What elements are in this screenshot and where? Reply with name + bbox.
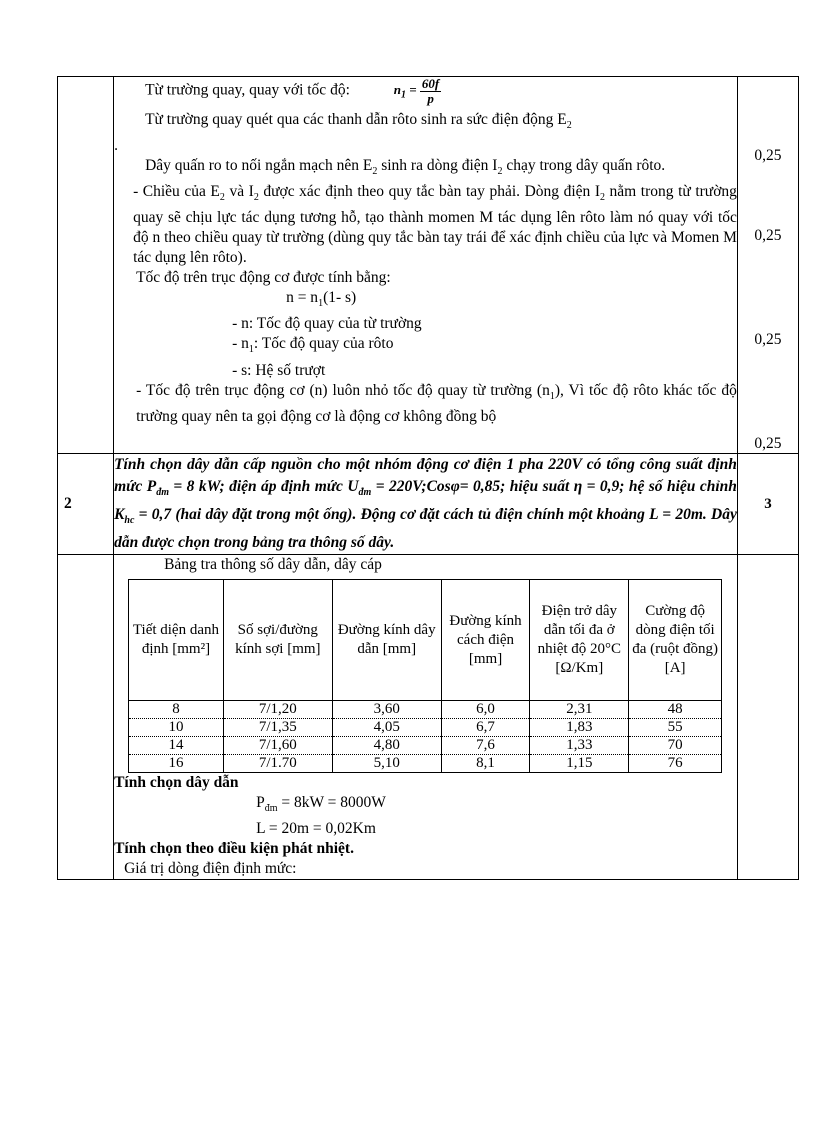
- q-b: = 8 kW; điện áp định mức U: [168, 478, 359, 495]
- cell: 2,31: [530, 701, 629, 719]
- row1-number-cell: [58, 77, 114, 454]
- row1-score-cell: [737, 77, 798, 454]
- q-d: = 0,7 (hai dây đặt trong một ống). Động cơ đặt cách tủ điện chính một khoảng L = 20m. Dây dẫn được chọn trong bảng tra thông số dây.: [114, 506, 737, 552]
- row1-content: [114, 77, 738, 454]
- cell: 5,10: [332, 755, 441, 773]
- formula-denominator: p: [427, 91, 434, 106]
- cell: 7/1.70: [223, 755, 332, 773]
- solution-content: [114, 555, 738, 880]
- line-rated-current: Giá trị dòng điện định mức:: [124, 860, 297, 878]
- n-eq: n = n: [286, 289, 319, 307]
- cell: 7,6: [441, 737, 530, 755]
- row3-number-cell: [58, 555, 114, 880]
- header-insulation-diameter: Đường kính cách điện [mm]: [441, 580, 530, 701]
- p-value: = 8kW = 8000W: [277, 794, 386, 812]
- question-score: 3: [737, 454, 798, 555]
- p-label: P: [256, 794, 265, 812]
- concl-b: ), Vì tốc độ rôto khác tốc độ trường quay nên ta gọi động cơ là động cơ không đồng bộ: [136, 381, 737, 425]
- answer-sheet: [57, 76, 799, 880]
- q-a: Tính chọn dây dẫn cấp nguồn cho một nhóm động cơ điện 1 pha 220V có tổng công suất định mức P: [114, 456, 737, 495]
- header-current: Cường độ dòng điện tối đa (ruột đồng) [A]: [629, 580, 722, 701]
- section-wire-selection: Tính chọn dây dẫn: [114, 774, 239, 792]
- cell: 7/1,35: [223, 719, 332, 737]
- cell: 70: [629, 737, 722, 755]
- question-number: 2: [58, 454, 114, 555]
- concl-a: - Tốc độ trên trục động cơ (n) luôn nhỏ tốc độ quay từ trường (n: [136, 381, 550, 399]
- def-n1-a: - n: [232, 335, 249, 353]
- row-question-2: [58, 454, 799, 555]
- score-4: 0,25: [754, 435, 782, 452]
- n-rest: (1- s): [323, 289, 357, 307]
- cell: 3,60: [332, 701, 441, 719]
- spec-header-row: [129, 580, 722, 701]
- score-1: 0,25: [754, 147, 782, 164]
- line-power: [114, 793, 737, 819]
- score-3: 0,25: [754, 331, 782, 348]
- cell: 76: [629, 755, 722, 773]
- def-n: - n: Tốc độ quay của từ trường: [232, 315, 422, 333]
- q-sub-u: đm: [358, 487, 372, 499]
- emf-sub: 2: [566, 120, 572, 132]
- def-n1-b: : Tốc độ quay của rôto: [253, 335, 394, 353]
- header-cross-section: Tiết diện danh định [mm²]: [129, 580, 224, 701]
- cell: 14: [129, 737, 224, 755]
- formula-fraction: [420, 77, 441, 106]
- dir-sub-i2: 2: [599, 192, 605, 204]
- line-direction: [114, 182, 737, 268]
- formula-lhs-sub: 1: [400, 90, 406, 102]
- header-strands: Số sợi/đường kính sợi [mm]: [223, 580, 332, 701]
- score-2: 0,25: [754, 227, 782, 244]
- row-theory: [58, 77, 799, 454]
- q-c: = 220V;Cosφ= 0,85; hiệu suất η = 0,9; hệ số hiệu chỉnh K: [114, 478, 737, 524]
- cell: 10: [129, 719, 224, 737]
- cell: 55: [629, 719, 722, 737]
- cell: 16: [129, 755, 224, 773]
- header-conductor-diameter: Đường kính dây dẫn [mm]: [332, 580, 441, 701]
- spec-row: [129, 719, 722, 737]
- spec-row: [129, 737, 722, 755]
- line-speed-calc: Tốc độ trên trục động cơ được tính bằng:: [136, 269, 391, 287]
- row-solution: [58, 555, 799, 880]
- dir-d: nằm trong từ trường quay sẽ chịu lực tác dụng tương hỗ, tạo thành momen M tác dụng lên rôto làm nó quay với tốc độ n theo chiều quay từ trường (dùng quy tắc bàn tay trái để xác định chiều của lực và Momen M tác dụng lên rôto).: [133, 183, 737, 267]
- formula-numerator: 60f: [421, 76, 440, 91]
- stray-dot: .: [114, 137, 118, 155]
- spec-row: [129, 755, 722, 773]
- wire-spec-table: [128, 579, 722, 773]
- line-length: L = 20m = 0,02Km: [256, 820, 376, 838]
- line-conclusion: [114, 381, 737, 427]
- cell: 1,83: [530, 719, 629, 737]
- shorted-a: Dây quấn ro to nối ngắn mạch nên E: [145, 157, 373, 175]
- dir-sub-e: 2: [219, 192, 225, 204]
- cell: 7/1,20: [223, 701, 332, 719]
- cell: 8: [129, 701, 224, 719]
- cell: 4,80: [332, 737, 441, 755]
- q-sub-p: đm: [156, 487, 169, 499]
- line-shorted: [114, 156, 737, 182]
- cell: 1,33: [530, 737, 629, 755]
- concl-sub: 1: [549, 390, 555, 402]
- speed-formula: $n_1$ = $\frac{60f}{p}$: [393, 76, 440, 106]
- header-resistance: Điện trở dây dẫn tối đa ở nhiệt độ 20°C [Ω/Km]: [530, 580, 629, 701]
- line-field-speed: Từ trường quay, quay với tốc độ:: [145, 81, 350, 99]
- def-n1-sub: 1: [248, 344, 254, 356]
- cell: 4,05: [332, 719, 441, 737]
- shorted-sub-e: 2: [372, 166, 378, 178]
- grading-table: [57, 76, 799, 880]
- spec-table-title: Bảng tra thông số dây dẫn, dây cáp: [164, 556, 382, 574]
- dir-sub-i: 2: [253, 192, 259, 204]
- question-text: [114, 454, 738, 555]
- emf-text: Từ trường quay quét qua các thanh dẫn rôto sinh ra sức điện động E: [145, 111, 567, 129]
- shorted-c: chạy trong dây quấn rôto.: [506, 157, 666, 175]
- line-n-formula: [114, 288, 737, 314]
- cell: 8,1: [441, 755, 530, 773]
- section-thermal: Tính chọn theo điều kiện phát nhiệt.: [114, 840, 354, 858]
- cell: 6,7: [441, 719, 530, 737]
- cell: 6,0: [441, 701, 530, 719]
- cell: 48: [629, 701, 722, 719]
- def-n1: [114, 334, 737, 360]
- cell: 7/1,60: [223, 737, 332, 755]
- q-sub-k: hc: [124, 515, 135, 527]
- cell: 1,15: [530, 755, 629, 773]
- p-sub: đm: [264, 803, 278, 815]
- def-s: - s: Hệ số trượt: [232, 361, 326, 379]
- n-sub: 1: [318, 298, 324, 310]
- spec-row: [129, 701, 722, 719]
- formula-lhs: n: [393, 82, 401, 98]
- line-emf: [114, 110, 737, 136]
- dir-b: và I: [229, 183, 254, 201]
- shorted-b: sinh ra dòng điện I: [381, 157, 498, 175]
- dir-a: - Chiều của E: [133, 183, 220, 201]
- shorted-sub-i: 2: [497, 166, 503, 178]
- dir-c: được xác định theo quy tắc bàn tay phải. Dòng điện I: [263, 183, 600, 201]
- row3-score-cell: [737, 555, 798, 880]
